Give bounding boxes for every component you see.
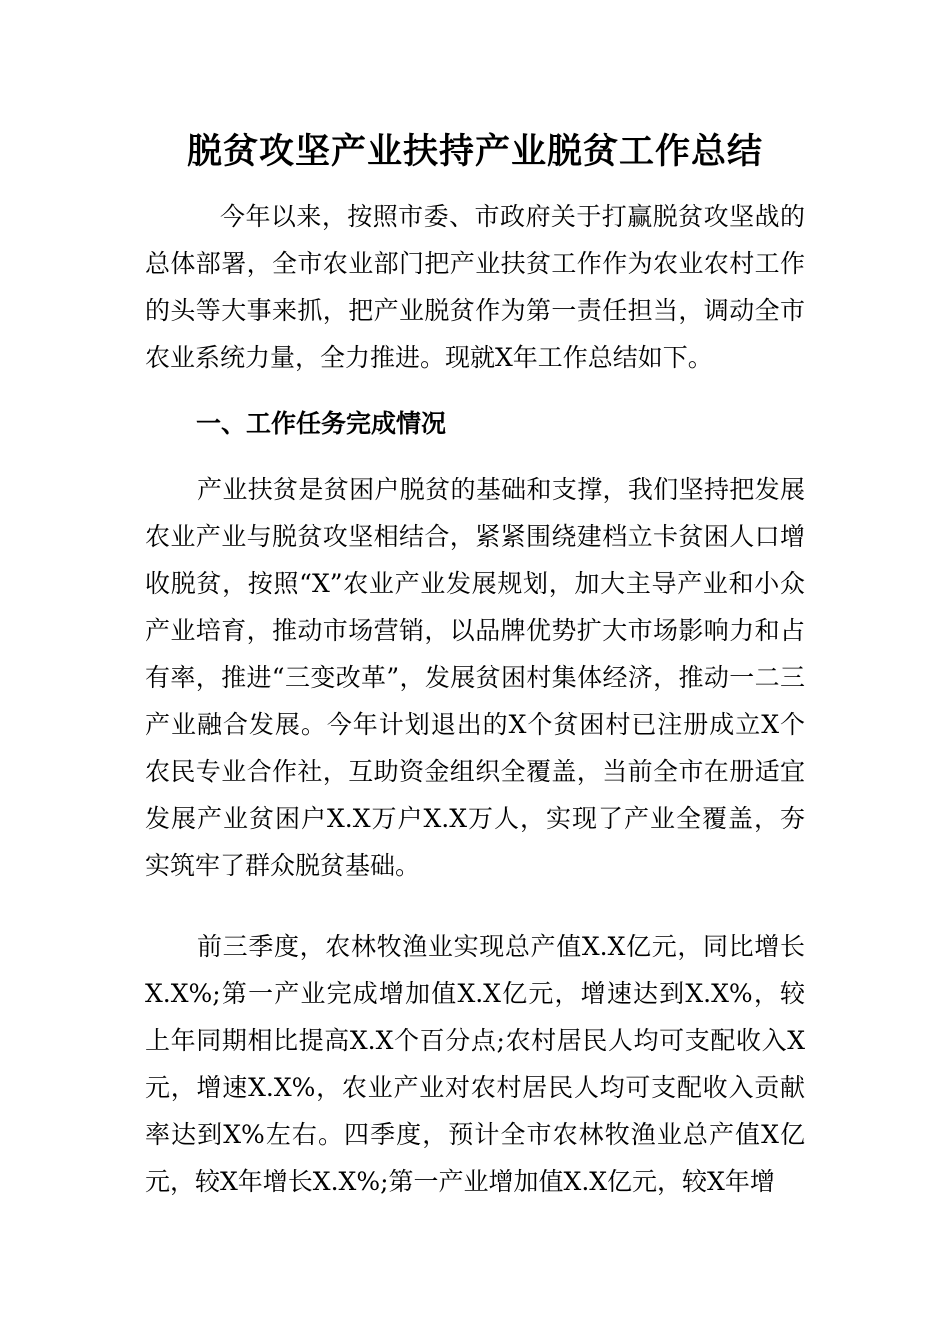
intro-paragraph: 今年以来，按照市委、市政府关于打赢脱贫攻坚战的总体部署，全市农业部门把产业扶贫工作作为农业农村工作的头等大事来抓，把产业脱贫作为第一责任担当，调动全市农业系统力量，全力推进。现就X年工作总结如下。 [145,202,805,372]
body-paragraph-1: 产业扶贫是贫困户脱贫的基础和支撑，我们坚持把发展农业产业与脱贫攻坚相结合，紧紧围绕建档立卡贫困人口增收脱贫，按照“X”农业产业发展规划，加大主导产业和小众产业培育，推动市场营销，以品牌优势扩大市场影响力和占有率，推进“三变改革”，发展贫困村集体经济，推动一二三产业融合发展。今年计划退出的X个贫困村已注册成立X个农民专业合作社，互助资金组织全覆盖，当前全市在册适宜发展产业贫困户X.X万户X.X万人，实现了产业全覆盖，夯实筑牢了群众脱贫基础。 [145,475,805,880]
section-heading: 一、工作任务完成情况 [196,409,447,438]
document-title: 脱贫攻坚产业扶持产业脱贫工作总结 [186,132,763,172]
body-paragraph-2: 前三季度，农林牧渔业实现总产值X.X亿元，同比增长X.X%;第一产业完成增加值X.X亿元，增速达到X.X%，较上年同期相比提高X.X个百分点;农村居民人均可支配收入X元，增速X.X%，农业产业对农村居民人均可支配收入贡献率达到X%左右。四季度，预计全市农林牧渔业总产值X亿元，较X年增长X.X%;第一产业增加值X.X亿元，较X年增 [145,932,805,1196]
